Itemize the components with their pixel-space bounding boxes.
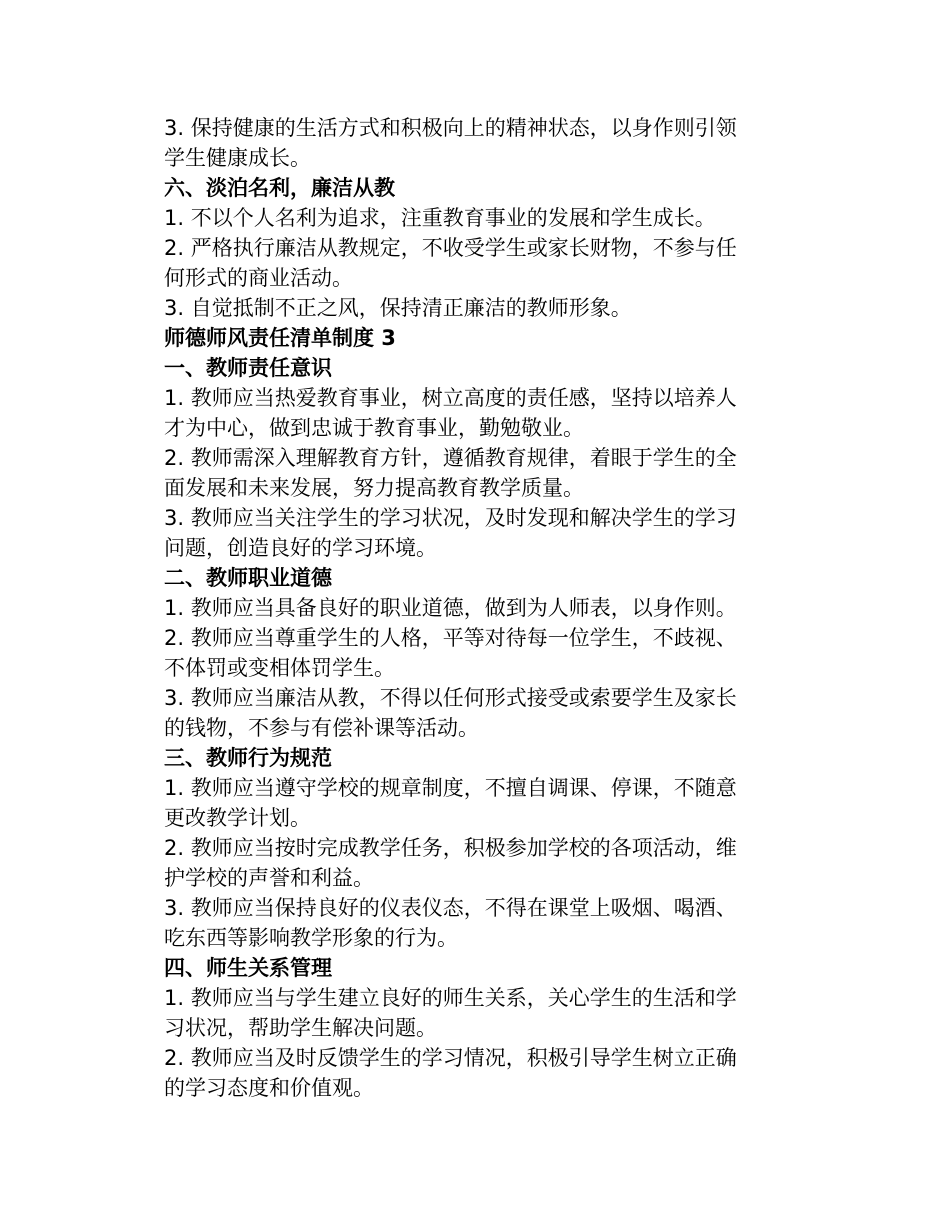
- paragraph-line: 3. 教师应当廉洁从教，不得以任何形式接受或索要学生及家长: [164, 686, 737, 710]
- section-heading: 四、师生关系管理: [164, 956, 332, 980]
- section-heading: 一、教师责任意识: [164, 356, 332, 380]
- paragraph-line: 面发展和未来发展，努力提高教育教学质量。: [164, 476, 584, 500]
- paragraph-line: 学生健康成长。: [164, 146, 311, 170]
- document-body: [164, 113, 774, 1103]
- paragraph-line: 不体罚或变相体罚学生。: [164, 656, 395, 680]
- paragraph-line: 问题，创造良好的学习环境。: [164, 536, 437, 560]
- paragraph-line: 2. 教师需深入理解教育方针，遵循教育规律，着眼于学生的全: [164, 446, 737, 470]
- paragraph-line: 2. 教师应当尊重学生的人格，平等对待每一位学生，不歧视、: [164, 626, 737, 650]
- paragraph-line: 何形式的商业活动。: [164, 266, 353, 290]
- paragraph-line: 2. 教师应当及时反馈学生的学习情况，积极引导学生树立正确: [164, 1046, 737, 1070]
- paragraph-line: 3. 教师应当关注学生的学习状况，及时发现和解决学生的学习: [164, 506, 737, 530]
- paragraph-line: 2. 教师应当按时完成教学任务，积极参加学校的各项活动，维: [164, 836, 737, 860]
- paragraph-line: 1. 教师应当具备良好的职业道德，做到为人师表，以身作则。: [164, 596, 737, 620]
- paragraph-line: 才为中心，做到忠诚于教育事业，勤勉敬业。: [164, 416, 584, 440]
- section-heading: 师德师风责任清单制度 3: [164, 326, 396, 350]
- paragraph-line: 1. 不以个人名利为追求，注重教育事业的发展和学生成长。: [164, 206, 716, 230]
- paragraph-line: 习状况，帮助学生解决问题。: [164, 1016, 437, 1040]
- section-heading: 三、教师行为规范: [164, 746, 332, 770]
- paragraph-line: 的学习态度和价值观。: [164, 1076, 374, 1100]
- section-heading: 六、淡泊名利，廉洁从教: [164, 176, 395, 200]
- paragraph-line: 1. 教师应当遵守学校的规章制度，不擅自调课、停课，不随意: [164, 776, 737, 800]
- paragraph-line: 的钱物，不参与有偿补课等活动。: [164, 716, 479, 740]
- paragraph-line: 护学校的声誉和利益。: [164, 866, 374, 890]
- paragraph-line: 吃东西等影响教学形象的行为。: [164, 926, 458, 950]
- paragraph-line: 更改教学计划。: [164, 806, 311, 830]
- paragraph-line: 2. 严格执行廉洁从教规定，不收受学生或家长财物，不参与任: [164, 236, 737, 260]
- paragraph-line: 1. 教师应当热爱教育事业，树立高度的责任感，坚持以培养人: [164, 386, 737, 410]
- paragraph-line: 3. 保持健康的生活方式和积极向上的精神状态，以身作则引领: [164, 116, 737, 140]
- paragraph-line: 3. 自觉抵制不正之风，保持清正廉洁的教师形象。: [164, 296, 632, 320]
- paragraph-line: 1. 教师应当与学生建立良好的师生关系，关心学生的生活和学: [164, 986, 737, 1010]
- section-heading: 二、教师职业道德: [164, 566, 332, 590]
- paragraph-line: 3. 教师应当保持良好的仪表仪态，不得在课堂上吸烟、喝酒、: [164, 896, 737, 920]
